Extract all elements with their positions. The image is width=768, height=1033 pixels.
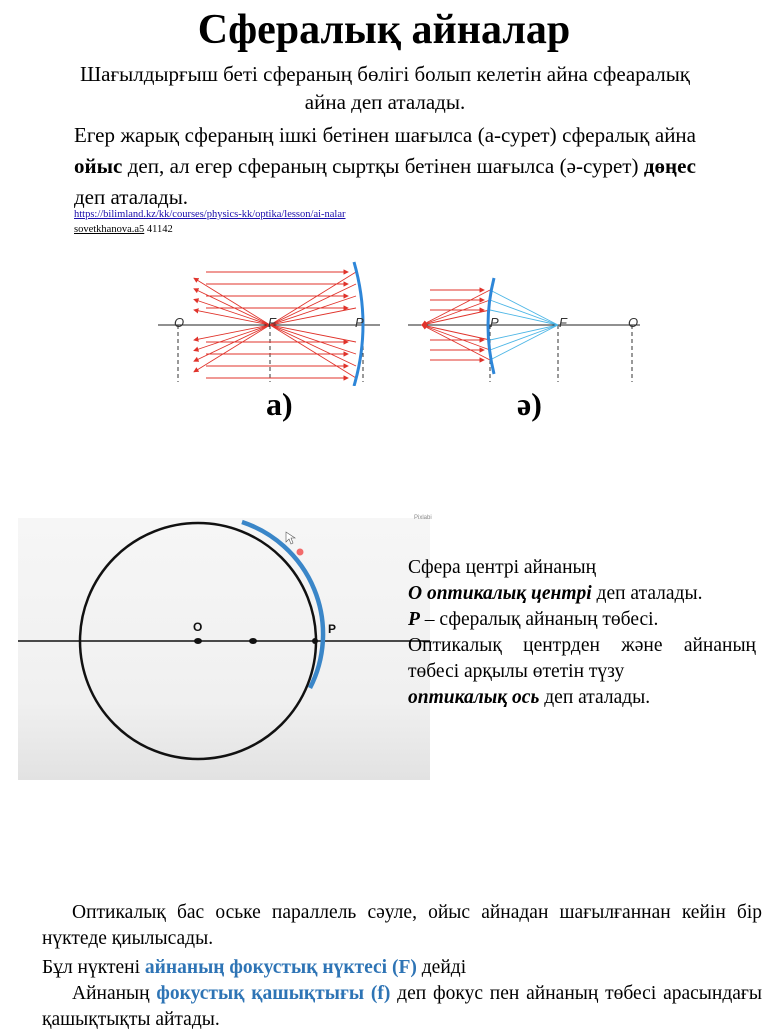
point-p-label: P bbox=[490, 315, 499, 330]
image-corner-label: Pixlabi bbox=[414, 515, 432, 521]
figure-a-caption: а) bbox=[266, 386, 293, 422]
figure-b-caption: ә) bbox=[517, 386, 542, 422]
convex-term: дөңес bbox=[643, 154, 696, 178]
para2-text-3: деп аталады. bbox=[74, 185, 189, 209]
optical-axis-term: оптикалық ось bbox=[408, 687, 540, 708]
p3-text-2: деп фокус пен айнаның төбесі арасындағы қашықтықты айтады. bbox=[42, 983, 762, 1030]
p3-text-1: Айнаның bbox=[72, 983, 157, 1004]
sphere-diagram-image bbox=[18, 518, 430, 780]
page-title: Сфералық айналар bbox=[197, 7, 571, 53]
p2-text-2: дейді bbox=[416, 957, 467, 978]
desc-text-4: Оптикалық центрден және айнаның төбесі арқылы өтетін түзу bbox=[408, 635, 756, 682]
point-p-label: P bbox=[355, 315, 364, 330]
sphere-description bbox=[408, 555, 756, 711]
intro-paragraph: Шағылдырғыш беті сфераның бөлігі болып келетін айна сфеаралық айна деп аталады. bbox=[79, 62, 691, 114]
focal-point-term: айнаның фокустық нүктесі (F) bbox=[144, 957, 417, 978]
reflected-ray bbox=[422, 325, 490, 360]
virtual-extension bbox=[490, 290, 558, 325]
point-o-label: O bbox=[193, 620, 203, 634]
focal-point-paragraph bbox=[42, 955, 762, 981]
point-p-label: P bbox=[328, 622, 337, 636]
concave-term: ойыс bbox=[74, 154, 123, 178]
desc-text-5: деп аталады. bbox=[539, 687, 651, 708]
virtual-extension bbox=[490, 325, 558, 360]
center-point bbox=[194, 638, 202, 644]
focal-length-term: фокустық қашықтығы (f) bbox=[156, 983, 391, 1004]
optical-center-term: О оптикалық центрі bbox=[408, 583, 592, 604]
source-link[interactable]: https://bilimland.kz/kk/courses/physics-kk/optika/lesson/ai-nalar bbox=[74, 209, 346, 220]
point-f-label: F bbox=[268, 315, 276, 330]
convex-mirror-diagram bbox=[404, 248, 648, 406]
cursor-dot bbox=[297, 549, 304, 556]
para2-text-1: Егер жарық сфераның ішкі бетінен шағылса (а-сурет) сфералық айна bbox=[74, 123, 696, 147]
point-o-label: O bbox=[174, 315, 185, 330]
para2-text-2: деп, ал егер сфераның сыртқы бетінен шағылса (ә-сурет) bbox=[122, 154, 644, 178]
author-name: sovetkhanova.a5 bbox=[74, 224, 145, 235]
author-number: 41142 bbox=[146, 224, 173, 235]
p2-text-1: Бұл нүктені bbox=[42, 957, 145, 978]
focal-length-paragraph bbox=[42, 981, 762, 1033]
point-f-label: F bbox=[559, 315, 567, 330]
concave-mirror-diagram bbox=[158, 248, 380, 386]
desc-text-2: деп аталады. bbox=[591, 583, 703, 604]
parallel-ray-paragraph: Оптикалық бас оське параллель сәуле, ойыс айнадан шағылғаннан кейін бір нүктеде қиылысады. bbox=[42, 902, 762, 949]
point-o-label: O bbox=[628, 315, 639, 330]
desc-text-3: – сфералық айнаның төбесі. bbox=[419, 609, 659, 630]
definition-paragraph bbox=[74, 120, 696, 213]
focus-point bbox=[249, 638, 257, 644]
reflected-ray bbox=[422, 290, 490, 325]
vertex-point bbox=[312, 638, 318, 644]
desc-text-1: Сфера центрі айнаның bbox=[408, 557, 597, 578]
vertex-term: Р bbox=[408, 609, 420, 630]
author-line bbox=[74, 224, 173, 235]
